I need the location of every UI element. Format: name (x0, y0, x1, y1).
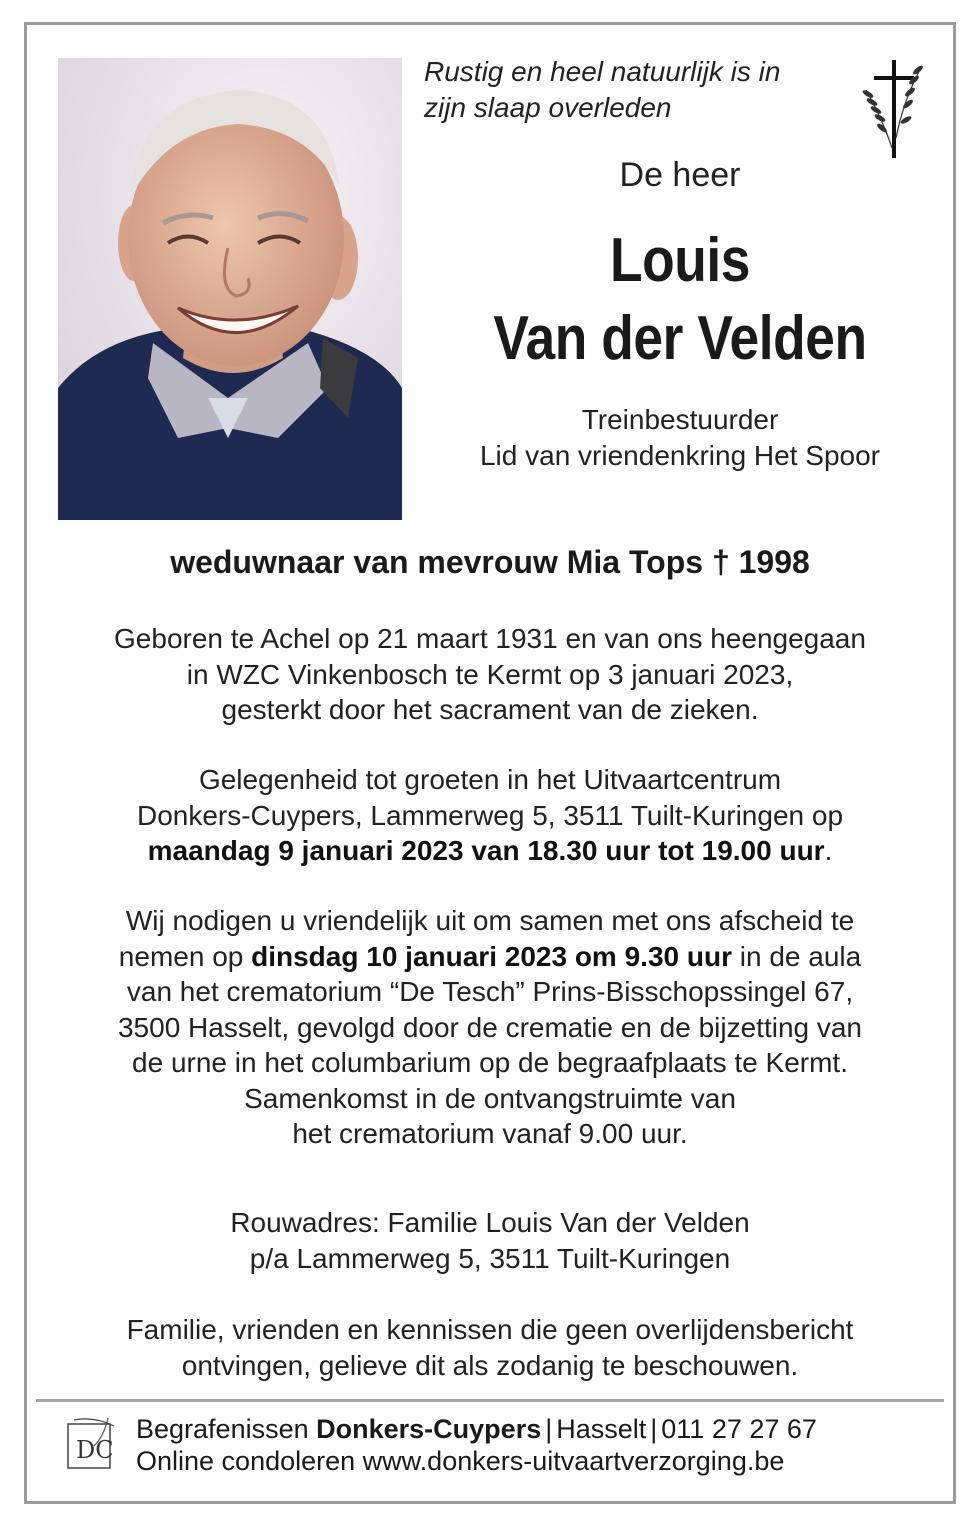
birth-death-paragraph (50, 621, 930, 728)
notice-paragraph (50, 1312, 930, 1383)
text-line: Geboren te Achel op 21 maart 1931 en van ons heengegaan (114, 623, 866, 654)
footer-separator: | (545, 1414, 553, 1444)
text-line: Familie, vrienden en kennissen die geen overlijdensbericht (126, 1314, 854, 1345)
portrait-photo (58, 58, 402, 520)
cross-with-wheat-icon (852, 58, 936, 162)
footer-website-link[interactable]: www.donkers-uitvaartverzorging.be (362, 1446, 785, 1476)
funeral-home-logo (64, 1416, 118, 1472)
text-line: van het crematorium “De Tesch” Prins-Bisschopssingel 67, (126, 976, 854, 1007)
farewell-pre: nemen op (118, 940, 244, 972)
roles (424, 402, 936, 474)
deceased-name (460, 222, 900, 378)
text-line: het crematorium vanaf 9.00 uur. (292, 1118, 688, 1149)
footer-company: Donkers-Cuypers (316, 1414, 542, 1444)
text-line (50, 833, 930, 869)
role-line: Lid van vriendenkring Het Spoor (479, 440, 880, 471)
text-line: 3500 Hasselt, gevolgd door de crematie en de bijzetting van (117, 1011, 863, 1043)
footer-separator: | (650, 1414, 658, 1444)
text-line: in WZC Vinkenbosch te Kermt op 3 januari 2023, (186, 658, 794, 690)
greeting-paragraph (50, 762, 930, 869)
footer-prefix: Begrafenissen (136, 1414, 309, 1444)
text-line (50, 939, 930, 975)
intro-line-1: Rustig en heel natuurlijk is in (424, 56, 781, 87)
farewell-paragraph (50, 903, 930, 1152)
text-line: Samenkomst in de ontvangstruimte van (244, 1082, 736, 1114)
greeting-datetime: maandag 9 januari 2023 van 18.30 uur tot 19.00 uur (147, 835, 825, 866)
widower-line: weduwnaar van mevrouw Mia Tops † 1998 (170, 544, 810, 580)
first-name: Louis (609, 226, 751, 295)
text-line: de urne in het columbarium op de begraafplaats te Kermt. (132, 1047, 848, 1078)
footer-phone[interactable]: 011 27 27 67 (661, 1414, 817, 1444)
text-line: Rouwadres: Familie Louis Van der Velden (230, 1207, 750, 1238)
last-name: Van der Velden (493, 304, 867, 373)
greeting-end: . (824, 835, 833, 866)
text-line: Donkers-Cuypers, Lammerweg 5, 3511 Tuilt-Kuringen op (136, 799, 844, 831)
text-line: ontvingen, gelieve dit als zodanig te beschouwen. (181, 1349, 799, 1381)
footer-divider (36, 1399, 944, 1402)
intro-text (424, 54, 844, 126)
footer-line-1 (136, 1413, 936, 1445)
logo-text: DC (76, 1436, 114, 1464)
role-line: Treinbestuurder (581, 404, 779, 435)
text-line: Gelegenheid tot groeten in het Uitvaartcentrum (198, 764, 782, 795)
text-line: gesterkt door het sacrament van de zieken. (221, 694, 759, 725)
intro-line-2: zijn slaap overleden (424, 92, 672, 123)
footer-city: Hasselt (556, 1414, 647, 1444)
text-line: Wij nodigen u vriendelijk uit om samen met ons afscheid te (125, 905, 855, 936)
farewell-datetime: dinsdag 10 januari 2023 om 9.30 uur (251, 940, 732, 972)
salutation: De heer (619, 156, 741, 194)
footer-line-2 (136, 1445, 936, 1477)
footer (136, 1413, 936, 1477)
text-line: p/a Lammerweg 5, 3511 Tuilt-Kuringen (249, 1242, 731, 1274)
footer-online-label: Online condoleren (136, 1446, 356, 1476)
address-paragraph (50, 1205, 930, 1276)
farewell-post: in de aula (739, 940, 862, 972)
